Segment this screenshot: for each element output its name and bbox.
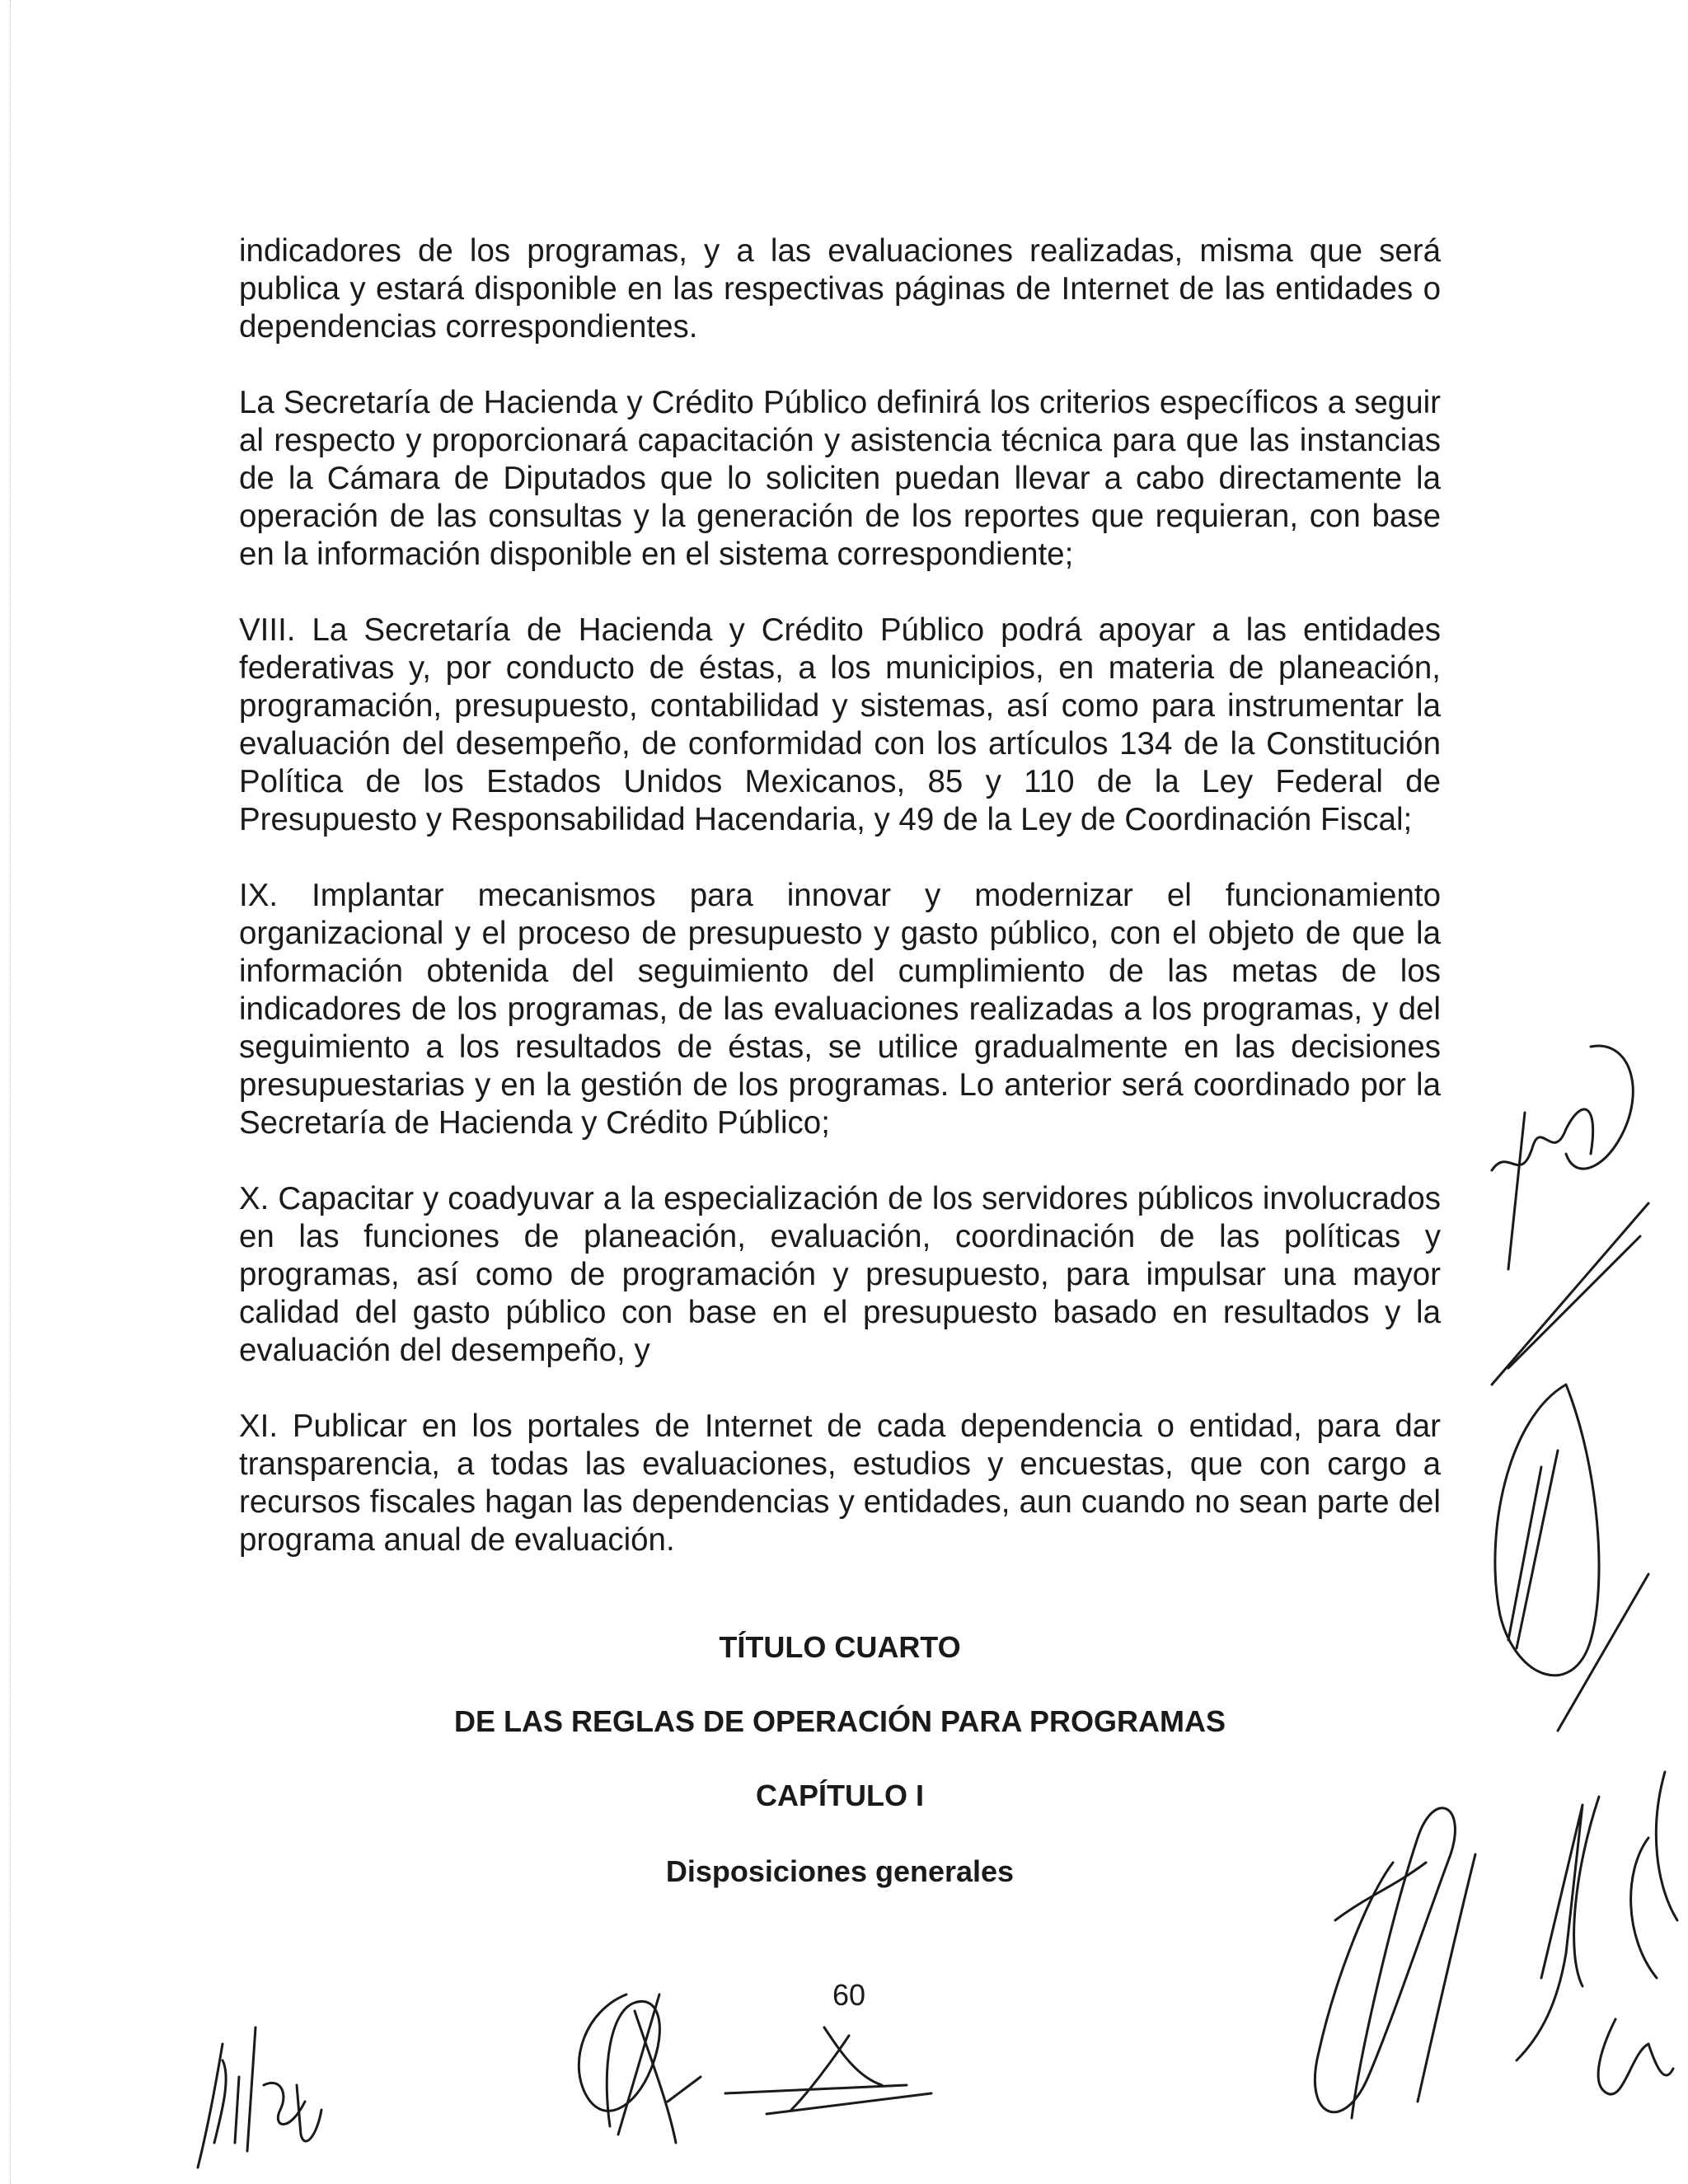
chapter-heading: CAPÍTULO I: [756, 1779, 924, 1812]
signature-right-upper: [1475, 1022, 1665, 1401]
subtitle-heading: DE LAS REGLAS DE OPERACIÓN PARA PROGRAMAS: [453, 1704, 1226, 1738]
paragraph-x: X. Capacitar y coadyuvar a la especialización de los servidores públicos involucrados en las funciones de planeación, evaluación, coordinación de las políticas y programas, así como de programación y presupuesto, para impulsar una mayor calidad del gasto público con base en el presupuesto basado en resultados y la evaluación del desempeño, y: [239, 1181, 1441, 1368]
section-heading: Disposiciones generales: [665, 1854, 1015, 1888]
page-number: 60: [832, 1978, 866, 2012]
paragraph-ix: IX. Implantar mecanismos para innovar y modernizar el funcionamiento organizacional y el proceso de presupuesto y gasto público, con el objeto de que la información obtenida del seguimiento del cumplimiento de las metas de los indicadores de los programas, de las evaluaciones realizadas a los programas, y del seguimiento a los resultados de éstas, se utilice gradualmente en las decisiones presupuestarias y en la gestión de los programas. Lo anterior será coordinado por la Secretaría de Hacienda y Crédito Público;: [239, 878, 1441, 1141]
signature-bottom-right: [1269, 1706, 1681, 2168]
paragraph-1: indicadores de los programas, y a las evaluaciones realizadas, misma que será publica y estará disponible en las respectivas páginas de Internet de las entidades o dependencias correspondientes.: [239, 233, 1441, 344]
scan-edge: [0, 0, 11, 2184]
signature-right-middle: [1459, 1368, 1657, 1747]
signature-bottom-left: [190, 2011, 338, 2176]
signature-bottom-center: [536, 1961, 997, 2168]
paragraph-2: La Secretaría de Hacienda y Crédito Público definirá los criterios específicos a seguir al respecto y proporcionará capacitación y asistencia técnica para que las instancias de la Cámara de Diputados que lo soliciten puedan llevar a cabo directamente la operación de las consultas y la generación de los reportes que requieran, con base en la información disponible en el sistema correspondiente;: [239, 385, 1441, 572]
title-heading: TÍTULO CUARTO: [719, 1630, 961, 1664]
paragraph-viii: VIII. La Secretaría de Hacienda y Crédito Público podrá apoyar a las entidades federativas y, por conducto de éstas, a los municipios, en materia de planeación, programación, presupuesto, contabilidad y sistemas, así como para instrumentar la evaluación del desempeño, de conformidad con los artículos 134 de la Constitución Política de los Estados Unidos Mexicanos, 85 y 110 de la Ley Federal de Presupuesto y Responsabilidad Hacendaria, y 49 de la Ley de Coordinación Fiscal;: [239, 612, 1441, 837]
body-text: [239, 232, 1441, 1597]
paragraph-xi: XI. Publicar en los portales de Internet de cada dependencia o entidad, para dar transparencia, a todas las evaluaciones, estudios y encuestas, que con cargo a recursos fiscales hagan las dependencias y entidades, aun cuando no sean parte del programa anual de evaluación.: [239, 1408, 1441, 1558]
